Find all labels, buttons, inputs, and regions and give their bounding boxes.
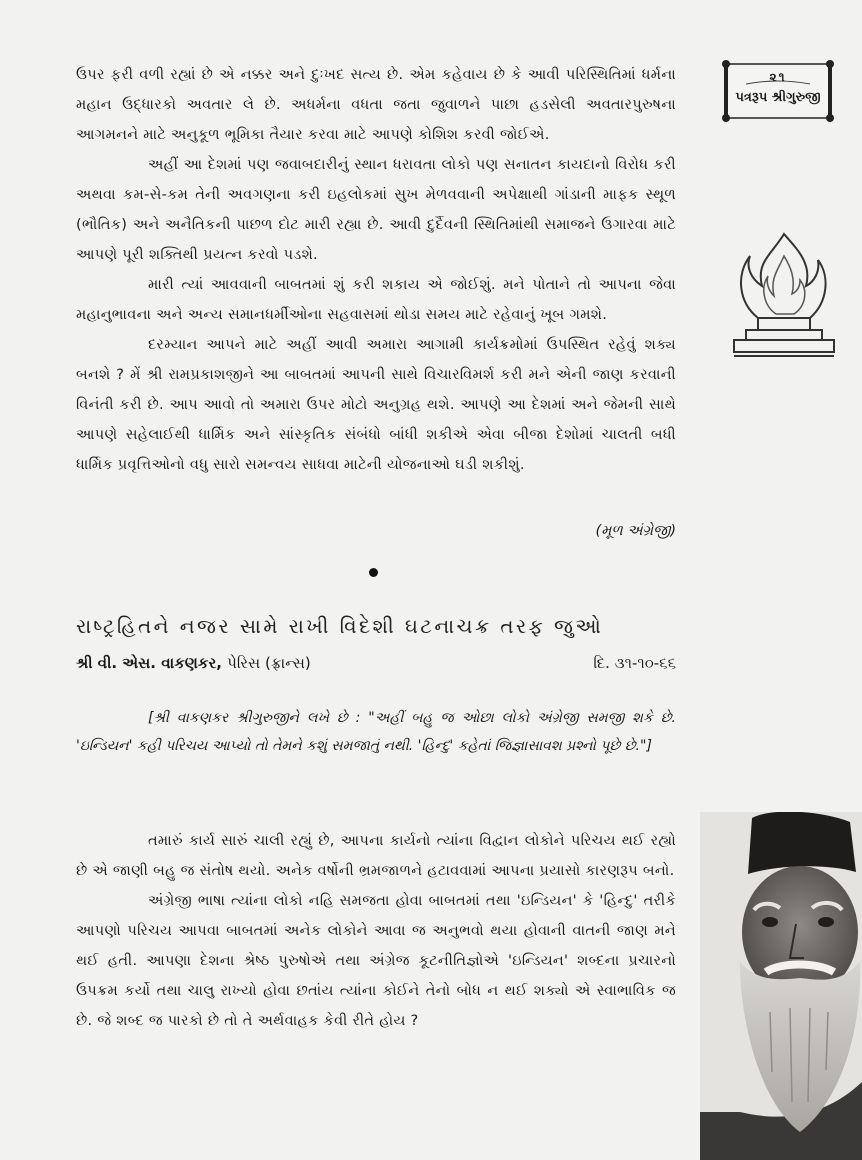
section-separator-dot bbox=[369, 568, 378, 577]
portrait-photo bbox=[700, 812, 862, 1160]
paragraph: અહીં આ દેશમાં પણ જવાબદારીનું સ્થાન ધરાવતા લોકો પણ સનાતન કાયદાનો વિરોધ કરી અથવા કમ-સે-કમ તેની અવગણના કરી ઇહલોકમાં સુખ મેળવવાની અપેક્ષાથી ગાંડાની માફક સ્થૂળ (ભૌતિક) અને અનૈતિકની પાછળ દોટ મારી રહ્યા છે. આવી દુર્દૈવની સ્થિતિમાંથી સમાજને ઉગારવા માટે આપણે પૂરી શક્તિથી પ્રયત્ન કરવો પડશે. bbox=[76, 157, 676, 263]
paragraph: તમારું કાર્ય સારું ચાલી રહ્યું છે, આપના કાર્યનો ત્યાંના વિદ્વાન લોકોને પરિચય થઈ રહ્યો છે એ જાણી બહુ જ સંતોષ થયો. અનેક વર્ષોની ભ્રમજાળને હટાવવામાં આપના પ્રયાસો કારણરૂપ બનો. bbox=[76, 833, 676, 879]
paragraph: દરમ્યાન આપને માટે અહીં આવી અમારા આગામી કાર્યક્રમોમાં ઉપસ્થિત રહેવું શક્ય બનશે ? મેં શ્રી રામપ્રકાશજીને આ બાબતમાં આપની સાથે વિચારવિમર્શ કરી મને એની જાણ કરવાની વિનંતી કરી છે. આપ આવો તો અમારા ઉપર મોટો અનુગ્રહ થશે. આપણે આ દેશમાં અને જેમની સાથે આપણે સહેલાઈથી ધાર્મિક અને સાંસ્કૃતિક સંબંધો બાંધી શકીએ એવા બીજા દેશોમાં ચાલતી બધી ધાર્મિક પ્રવૃત્તિઓનો વધુ સારો સમન્વય સાધવા માટેની યોજનાઓ ઘડી શકીશું. bbox=[76, 337, 676, 473]
author-block bbox=[76, 654, 311, 672]
paragraph: ઉપર ફરી વળી રહ્યાં છે એ નક્કર અને દુઃખદ સત્ય છે. એમ કહેવાય છે કે આવી પરિસ્થિતિમાં ધર્મના મહાન ઉદ્ધારકો અવતાર લે છે. અધર્મના વધતા જતા જુવાળને પાછા હડસેલી અવતારપુરુષના આગમનને માટે અનુકૂળ ભૂમિકા તૈયાર કરવા માટે આપણે કોશિશ કરવી જોઈએ. bbox=[76, 67, 676, 143]
author-place: પેરિસ (ફ્રાન્સ) bbox=[227, 654, 311, 672]
paragraph: અંગ્રેજી ભાષા ત્યાંના લોકો નહિ સમજતા હોવા બાબતમાં તથા 'ઇન્ડિયન' કે 'હિન્દુ' તરીકે આપણો પરિચય આપવા બાબતમાં અનેક લોકોને આવા જ અનુભવો થયા હોવાની વાતની જાણ મને થઈ હતી. આપણા દેશના શ્રેષ્ઠ પુરુષોએ તથા અંગ્રેજ કૂટનીતિજ્ઞોએ 'ઇન્ડિયન' શબ્દના પ્રચારનો ઉપક્રમ કર્યો તથા ચાલુ રાખ્યો હોવા છતાંય ત્યાંના કોઈને તેનો બોધ ન થઈ શક્યો એ સ્વાભાવિક જ છે. જે શબ્દ જ પારકો છે તો તે અર્થવાહક કેવી રીતે હોય ? bbox=[76, 893, 676, 1029]
author-line bbox=[76, 654, 676, 680]
continued-letter-body bbox=[76, 60, 676, 480]
original-language-note: (મૂળ અંગ્રેજી) bbox=[595, 523, 676, 539]
paragraph: મારી ત્યાં આવવાની બાબતમાં શું કરી શકાય એ જોઈશું. મને પોતાને તો આપના જેવા મહાનુભાવના અને અન્ય સમાનધર્મીઓના સહવાસમાં થોડા સમય માટે રહેવાનું ખૂબ ગમશે. bbox=[76, 277, 676, 323]
new-letter-body bbox=[76, 826, 676, 1036]
page-number: ૨૧ bbox=[769, 70, 787, 84]
section-title: પત્રરૂપ શ્રીગુરુજી bbox=[735, 90, 821, 105]
letter-title: રાષ્ટ્રહિતને નજર સામે રાખી વિદેશી ઘટનાચક્ર તરફ જુઓ bbox=[76, 614, 604, 638]
running-header bbox=[716, 60, 840, 124]
flame-emblem-icon bbox=[728, 226, 840, 362]
author-name: શ્રી વી. એસ. વાકણકર, bbox=[76, 654, 222, 672]
letter-date: દિ. ૩૧-૧૦-૬૬ bbox=[593, 654, 676, 672]
intro-note-text: [શ્રી વાકણકર શ્રીગુરુજીને લખે છે : "અહીં બહુ જ ઓછા લોકો અંગ્રેજી સમજી શકે છે. 'ઇન્ડિયન' કહી પરિચય આપ્યો તો તેમને કશું સમજાતું નથી. 'હિન્દુ' કહેતાં જિજ્ઞાસાવશ પ્રશ્નો પૂછે છે."] bbox=[76, 710, 676, 754]
editor-intro-note bbox=[76, 704, 676, 760]
